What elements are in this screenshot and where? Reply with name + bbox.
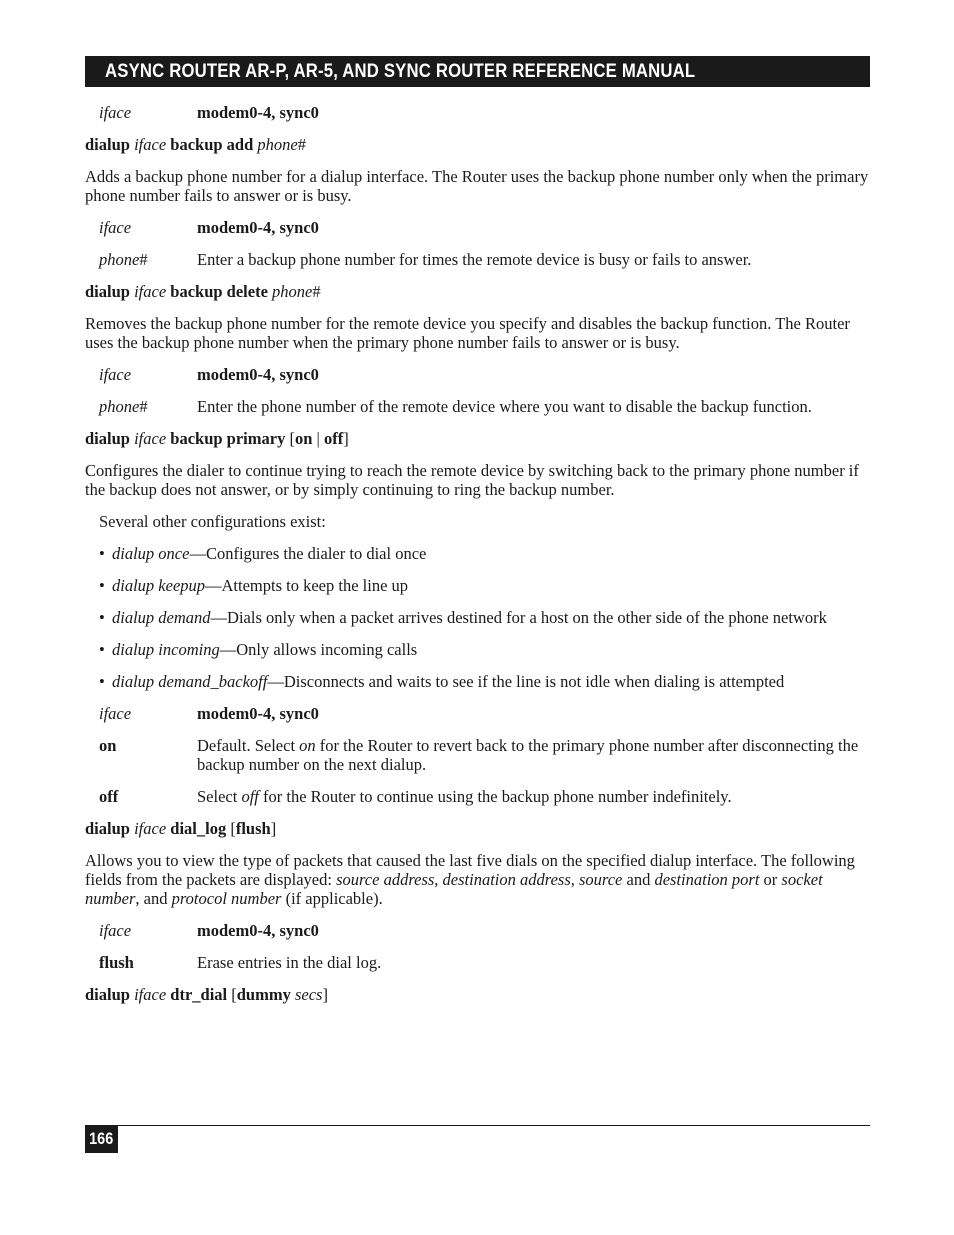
param-row bbox=[99, 103, 870, 122]
param-name: off bbox=[99, 787, 119, 806]
description-paragraph: Adds a backup phone number for a dialup interface. The Router uses the backup phone number only when the primary phone number fails to answer or is busy. bbox=[85, 167, 869, 205]
param-row: phone# Enter a backup phone number for times the remote device is busy or fails to answer. bbox=[99, 250, 870, 269]
param-name: flush bbox=[99, 953, 134, 972]
header-banner bbox=[85, 56, 870, 87]
page-body bbox=[85, 103, 870, 1017]
description-paragraph: Configures the dialer to continue trying to reach the remote device by switching back to the primary phone number if the backup does not answer, or by simply continuing to ring the backup number. bbox=[85, 461, 859, 499]
page-number: 166 bbox=[89, 1129, 114, 1148]
command-syntax: dialup iface backup add phone# bbox=[85, 135, 306, 154]
param-value: modem0-4, sync0 bbox=[197, 218, 319, 237]
list-item: • dialup demand_backoff—Disconnects and waits to see if the line is not idle when dialing is attempted bbox=[99, 672, 785, 691]
param-row bbox=[99, 921, 870, 940]
param-value: modem0-4, sync0 bbox=[197, 921, 319, 940]
param-name: on bbox=[99, 736, 117, 755]
param-row bbox=[99, 953, 870, 972]
param-row bbox=[99, 787, 870, 806]
param-name: phone bbox=[99, 397, 140, 416]
param-value: modem0-4, sync0 bbox=[197, 704, 319, 723]
page-number-badge bbox=[85, 1125, 118, 1153]
description-paragraph: Removes the backup phone number for the remote device you specify and disables the backup function. The Router uses the backup phone number when the primary phone number fails to answer or is busy. bbox=[85, 314, 850, 352]
param-value: modem0-4, sync0 bbox=[197, 365, 319, 384]
param-description: Select off for the Router to continue using the backup phone number indefinitely. bbox=[197, 787, 732, 806]
command-syntax: dialup iface dtr_dial [dummy secs] bbox=[85, 985, 328, 1004]
description-paragraph: Several other configurations exist: bbox=[99, 512, 326, 531]
command-syntax: dialup iface backup primary [on | off] bbox=[85, 429, 349, 448]
command-syntax: dialup iface backup delete phone# bbox=[85, 282, 321, 301]
param-description: Enter a backup phone number for times the remote device is busy or fails to answer. bbox=[197, 250, 752, 269]
header-title: ASYNC ROUTER AR-P, AR-5, AND SYNC ROUTER REFERENCE MANUAL bbox=[105, 61, 696, 82]
param-name: iface bbox=[99, 218, 132, 237]
param-row bbox=[99, 218, 870, 237]
param-row: phone# Enter the phone number of the remote device where you want to disable the backup function. bbox=[99, 397, 870, 416]
list-item: • dialup once—Configures the dialer to dial once bbox=[99, 544, 427, 563]
param-name: iface bbox=[99, 704, 132, 723]
list-item: • dialup demand—Dials only when a packet arrives destined for a host on the other side of the phone network bbox=[99, 608, 827, 627]
param-name: iface bbox=[99, 921, 132, 940]
param-row bbox=[99, 736, 870, 774]
param-description: Default. Select on for the Router to revert back to the primary phone number after disconnecting the backup number on the next dialup. bbox=[197, 736, 859, 774]
param-value: modem0-4, sync0 bbox=[197, 103, 319, 122]
param-description: Enter the phone number of the remote device where you want to disable the backup function. bbox=[197, 397, 812, 416]
command-syntax: dialup iface dial_log [flush] bbox=[85, 819, 277, 838]
list-item: • dialup incoming—Only allows incoming calls bbox=[99, 640, 418, 659]
param-name: phone bbox=[99, 250, 140, 269]
param-description: Erase entries in the dial log. bbox=[197, 953, 382, 972]
description-paragraph: Allows you to view the type of packets that caused the last five dials on the specified dialup interface. The following fields from the packets are displayed: source address, destination address, source and destination port or socket number, and protocol number (if applicable). bbox=[85, 851, 855, 908]
list-item: • dialup keepup—Attempts to keep the line up bbox=[99, 576, 409, 595]
param-row bbox=[99, 704, 870, 723]
param-name: iface bbox=[99, 365, 132, 384]
param-name: iface bbox=[99, 103, 132, 122]
footer-rule bbox=[85, 1125, 870, 1126]
param-row bbox=[99, 365, 870, 384]
